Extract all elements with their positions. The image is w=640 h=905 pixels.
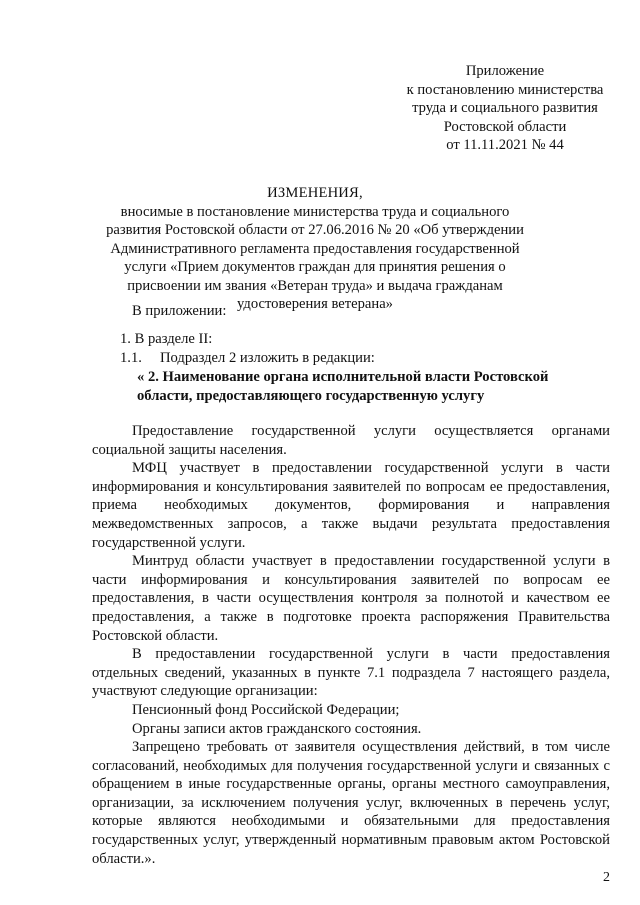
list-item-subsection — [120, 349, 375, 368]
appendix-line: от 11.11.2021 № 44 — [446, 137, 564, 153]
appendix-block — [390, 62, 620, 155]
paragraph: Минтруд области участвует в предоставлении государственной услуги в части информирования и консультирования заявителей по вопросам ее предоставления, в части осуществления контроля за полнотой и качеством ее предоставления, а также в подготовке проекта распоряжения Правительства Ростовской области. — [92, 553, 610, 644]
paragraph: Пенсионный фонд Российской Федерации; — [132, 701, 400, 718]
paragraphs — [92, 422, 610, 868]
document-subtitle: вносимые в постановление министерства труда и социального развития Ростовской области от 27.06.2016 № 20 «Об утверждении Административного регламента предоставления государственной услуги «Прием документов граждан для принятия решения о присвоении им звания «Ветеран труда» и выдача гражданам удостоверения ветерана» — [106, 203, 524, 312]
paragraph: Запрещено требовать от заявителя осуществления действий, в том числе согласований, необходимых для получения государственной услуги и связанных с обращением в иные государственные органы, органы местного самоуправления, организации, за исключением получения услуг, включенных в перечень услуг, которые являются необходимыми и обязательными для предоставления государственных услуг, утвержденный нормативным правовым актом Ростовской области.». — [92, 739, 610, 867]
appendix-line: Ростовской области — [443, 118, 567, 135]
appendix-line: труда и социального развития — [412, 100, 598, 116]
intro-line: В приложении: — [132, 303, 227, 319]
page-number: 2 — [603, 870, 610, 885]
appendix-line: к постановлению министерства — [406, 81, 604, 98]
list-item-section: 1. В разделе II: — [120, 331, 213, 347]
title-block — [92, 184, 538, 314]
paragraph: Предоставление государственной услуги осуществляется органами социальной защиты населения. — [92, 423, 610, 458]
appendix-line: Приложение — [465, 63, 545, 79]
paragraph: МФЦ участвует в предоставлении государственной услуги в части информирования и консультирования заявителей по вопросам ее предоставления, приема необходимых документов, формирования и направления межведомственных запросов, а также выдачи результата предоставления государственной услуги. — [92, 460, 610, 551]
list-item-text: Подраздел 2 изложить в редакции: — [160, 350, 375, 366]
paragraph: Органы записи актов гражданского состояния. — [132, 720, 422, 737]
list-item-number: 1.1. — [120, 350, 142, 366]
subsection-heading: « 2. Наименование органа исполнительной власти Ростовской области, предоставляющего государственную услугу — [137, 369, 549, 404]
paragraph: В предоставлении государственной услуги в части предоставления отдельных сведений, указанных в пункте 7.1 подраздела 7 настоящего раздела, участвуют следующие организации: — [92, 646, 610, 700]
document-heading: ИЗМЕНЕНИЯ, — [267, 185, 363, 201]
